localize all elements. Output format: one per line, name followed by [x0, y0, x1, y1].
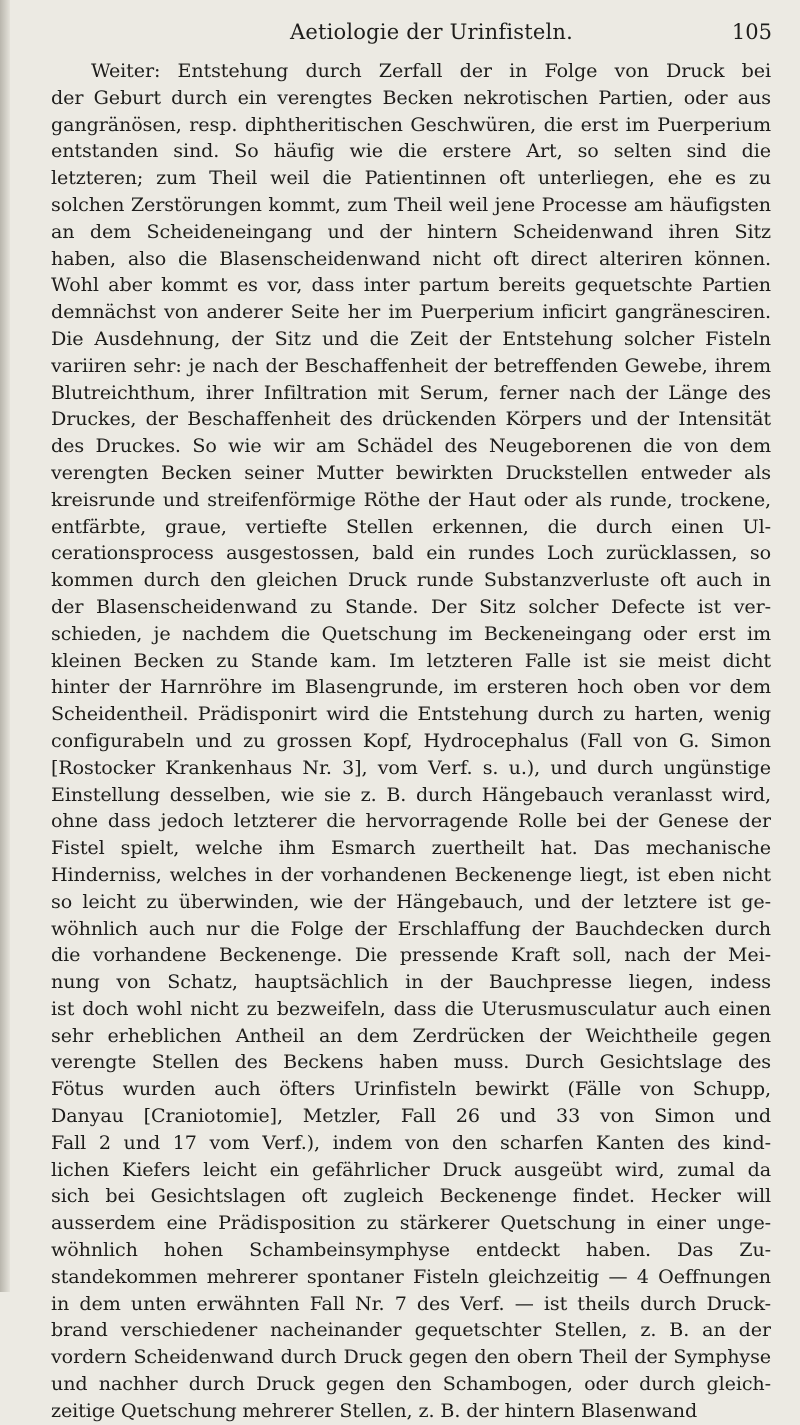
page-binding-edge	[0, 0, 10, 1292]
text-line: wöhnlich hohen Schambeinsymphyse entdeckt haben. Das Zu-	[51, 1238, 771, 1262]
text-line: schieden, je nachdem die Quetschung im Beckeneingang oder erst im	[51, 621, 771, 645]
text-line: Wohl aber kommt es vor, dass inter partum bereits gequetschte Partien	[51, 273, 771, 297]
text-line: ist doch wohl nicht zu bezweifeln, dass die Uterusmusculatur auch einen	[51, 996, 771, 1020]
text-line: Hinderniss, welches in der vorhandenen Beckenenge liegt, ist eben nicht	[51, 862, 771, 886]
text-line: entstanden sind. So häufig wie die erstere Art, so selten sind die	[51, 139, 771, 163]
text-line: des Druckes. So wie wir am Schädel des Neugeborenen die von dem	[51, 434, 771, 458]
text-line: entfärbte, graue, vertiefte Stellen erkennen, die durch einen Ul-	[51, 514, 771, 538]
text-line: und nachher durch Druck gegen den Schambogen, oder durch gleich-	[51, 1372, 771, 1396]
text-line: sehr erheblichen Antheil an dem Zerdrücken der Weichtheile gegen	[51, 1023, 771, 1047]
text-line: kreisrunde und streifenförmige Röthe der Haut oder als runde, trockene,	[51, 487, 771, 511]
text-line: Fötus wurden auch öfters Urinfisteln bewirkt (Fälle von Schupp,	[51, 1077, 771, 1101]
text-line: Weiter: Entstehung durch Zerfall der in Folge von Druck bei	[91, 59, 771, 82]
text-line: sich bei Gesichtslagen oft zugleich Beckenenge findet. Hecker will	[51, 1184, 771, 1208]
text-line: in dem unten erwähnten Fall Nr. 7 des Verf. — ist theils durch Druck-	[51, 1291, 771, 1315]
text-line: Blutreichthum, ihrer Infiltration mit Serum, ferner nach der Länge des	[51, 380, 771, 404]
text-line: ohne dass jedoch letzterer die hervorragende Rolle bei der Genese der	[51, 809, 771, 833]
text-line: lichen Kiefers leicht ein gefährlicher Druck ausgeübt wird, zumal da	[51, 1157, 771, 1181]
text-line: configurabeln und zu grossen Kopf, Hydrocephalus (Fall von G. Simon	[51, 728, 771, 752]
text-line: cerationsprocess ausgestossen, bald ein rundes Loch zurücklassen, so	[51, 541, 771, 565]
text-line: Scheidentheil. Prädisponirt wird die Entstehung durch zu harten, wenig	[51, 702, 771, 726]
text-line: so leicht zu überwinden, wie der Hängebauch, und der letztere ist ge-	[51, 889, 771, 913]
text-line: Einstellung desselben, wie sie z. B. durch Hängebauch veranlasst wird,	[51, 782, 771, 806]
text-line: standekommen mehrerer spontaner Fisteln gleichzeitig — 4 Oeffnungen	[51, 1264, 771, 1288]
text-line: Danyau [Craniotomie], Metzler, Fall 26 und 33 von Simon und	[51, 1104, 771, 1128]
text-line: der Blasenscheidenwand zu Stande. Der Sitz solcher Defecte ist ver-	[51, 594, 771, 618]
text-line: zeitige Quetschung mehrerer Stellen, z. B. der hintern Blasenwand	[51, 1398, 698, 1422]
body-paragraph	[51, 58, 771, 1425]
text-line: brand verschiedener nacheinander gequetschter Stellen, z. B. an der	[51, 1318, 771, 1342]
text-line: Fistel spielt, welche ihm Esmarch zuertheilt hat. Das mechanische	[51, 836, 771, 860]
text-line: Fall 2 und 17 vom Verf.), indem von den scharfen Kanten des kind-	[51, 1130, 771, 1154]
text-line: verengte Stellen des Beckens haben muss. Durch Gesichtslage des	[51, 1050, 771, 1074]
running-title: Aetiologie der Urinfisteln.	[290, 20, 574, 44]
text-line: verengten Becken seiner Mutter bewirkten Druckstellen entweder als	[51, 460, 771, 484]
text-line: wöhnlich auch nur die Folge der Erschlaffung der Bauchdecken durch	[51, 916, 771, 940]
text-line: der Geburt durch ein verengtes Becken nekrotischen Partien, oder aus	[51, 85, 771, 109]
text-line: haben, also die Blasenscheidenwand nicht oft direct alteriren können.	[51, 246, 771, 270]
page-header	[290, 14, 772, 46]
text-line: letzteren; zum Theil weil die Patientinnen oft unterliegen, ehe es zu	[51, 166, 771, 190]
text-line: gangränösen, resp. diphtheritischen Geschwüren, die erst im Puerperium	[51, 112, 771, 136]
text-line: [Rostocker Krankenhaus Nr. 3], vom Verf. s. u.), und durch ungünstige	[51, 755, 771, 779]
text-line: an dem Scheideneingang und der hintern Scheidenwand ihren Sitz	[51, 219, 771, 243]
text-line: demnächst von anderer Seite her im Puerperium inficirt gangränesciren.	[51, 300, 771, 324]
page-number: 105	[731, 20, 772, 44]
text-line: kommen durch den gleichen Druck runde Substanzverluste oft auch in	[51, 568, 771, 592]
text-line: hinter der Harnröhre im Blasengrunde, im ersteren hoch oben vor dem	[51, 675, 771, 699]
text-line: vordern Scheidenwand durch Druck gegen den obern Theil der Symphyse	[51, 1345, 771, 1369]
text-line: die vorhandene Beckenenge. Die pressende Kraft soll, nach der Mei-	[51, 943, 771, 967]
text-line: Die Ausdehnung, der Sitz und die Zeit der Entstehung solcher Fisteln	[51, 326, 771, 350]
text-line: nung von Schatz, hauptsächlich in der Bauchpresse liegen, indess	[51, 970, 771, 994]
text-line: kleinen Becken zu Stande kam. Im letzteren Falle ist sie meist dicht	[51, 648, 771, 672]
text-line: solchen Zerstörungen kommt, zum Theil weil jene Processe am häufigsten	[51, 192, 771, 216]
text-line: variiren sehr: je nach der Beschaffenheit der betreffenden Gewebe, ihrem	[51, 353, 771, 377]
text-line: ausserdem eine Prädisposition zu stärkerer Quetschung in einer unge-	[51, 1211, 771, 1235]
text-line: Druckes, der Beschaffenheit des drückenden Körpers und der Intensität	[51, 407, 771, 431]
